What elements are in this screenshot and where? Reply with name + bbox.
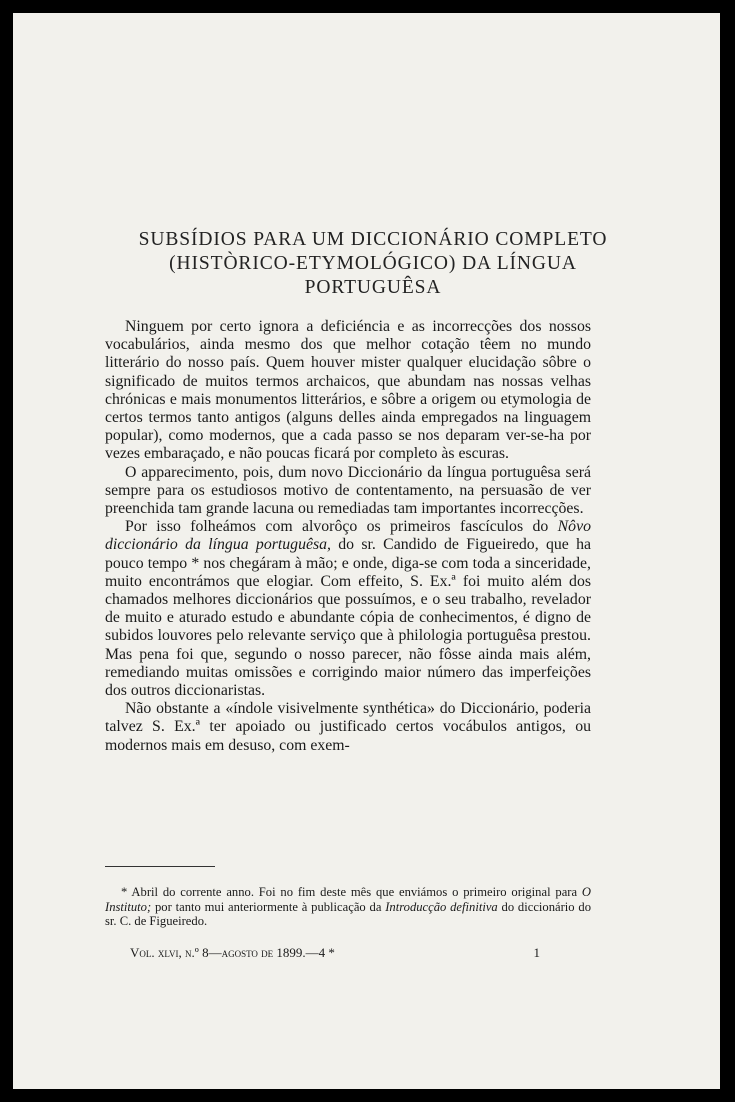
page-footer bbox=[130, 945, 540, 961]
paragraph-3-text-c: do sr. Candido de Figueiredo, que ha pouco tempo * nos chegáram à mão; e onde, diga-se com toda a sinceridade, muito encontrámos que elogiar. Com effeito, S. Ex.ª foi muito além dos chamados melhores diccionários que possuímos, e o seu trabalho, revelador de muito e aturado estudo e abundante cópia de conhecimentos, é digno de subidos louvores pelo relevante serviço que à philologia portuguêsa prestou. Mas pena foi que, segundo o nosso parecer, não fôsse ainda mais além, remediando muitas omissões e corrigindo maior número das imperfeições dos outros diccionaristas. bbox=[105, 536, 591, 700]
document-page bbox=[13, 13, 720, 1089]
footnote-rule bbox=[105, 866, 215, 867]
title-line-1: SUBSÍDIOS PARA UM DICCIONÁRIO COMPLETO bbox=[138, 229, 608, 250]
paragraph-2: O apparecimento, pois, dum novo Diccionário da língua portuguêsa será sempre para os estudiosos motivo de contentamento, na persuasão de ver preenchida tam grande lacuna ou remediadas tam importantes incorrecções. bbox=[105, 463, 591, 518]
paragraph-3 bbox=[105, 518, 591, 700]
footnote-text-a: * Abril do corrente anno. Foi no fim deste mês que enviámos o primeiro original para bbox=[121, 885, 582, 899]
paragraph-4: Não obstante a «índole visivelmente synthética» do Diccionário, poderia talvez S. Ex.ª ter apoiado ou justificado certos vocábulos antigos, ou modernos mais em desuso, com exem- bbox=[105, 700, 591, 754]
footnote bbox=[105, 885, 591, 929]
paragraph-3-text-a: Por isso folheámos com alvorôço os primeiros fascículos do bbox=[125, 518, 558, 536]
dictionary-title: Nôvo diccionário da língua portuguêsa, bbox=[105, 518, 591, 554]
footnote-text-c: por tanto mui anteriormente à publicação da bbox=[151, 899, 386, 914]
title-line-2: (HISTÒRICO-ETYMOLÓGICO) DA LÍNGUA bbox=[169, 253, 577, 274]
footnote-journal: O Instituto; bbox=[105, 885, 591, 914]
volume-info: Vol. xlvi, n.º 8—agosto de 1899.—4 * bbox=[130, 945, 335, 960]
footnote-introduction: Introducção definitiva bbox=[385, 899, 498, 914]
page-number: 1 bbox=[533, 945, 540, 960]
title-line-3: PORTUGUÊSA bbox=[304, 277, 442, 298]
article-title bbox=[73, 228, 673, 300]
footnote-text-e: do diccionário do sr. C. de Figueiredo. bbox=[105, 899, 591, 929]
article-body bbox=[105, 318, 591, 755]
paragraph-1: Ninguem por certo ignora a deficiéncia e as incorrecções dos nossos vocabulários, ainda mesmo dos que melhor cotação têem no mundo litterário do nosso país. Quem houver mister qualquer elucidação sôbre o significado de muitos termos archaicos, que abundam nas nossas velhas chrónicas e mais monumentos litterários, e sôbre a origem ou etymologia de certos termos tanto antigos (alguns delles ainda empregados na linguagem popular), como modernos, que a cada passo se nos deparam ver-se-ha por vezes embaraçado, e não poucas ficará por completo às escuras. bbox=[105, 318, 591, 463]
